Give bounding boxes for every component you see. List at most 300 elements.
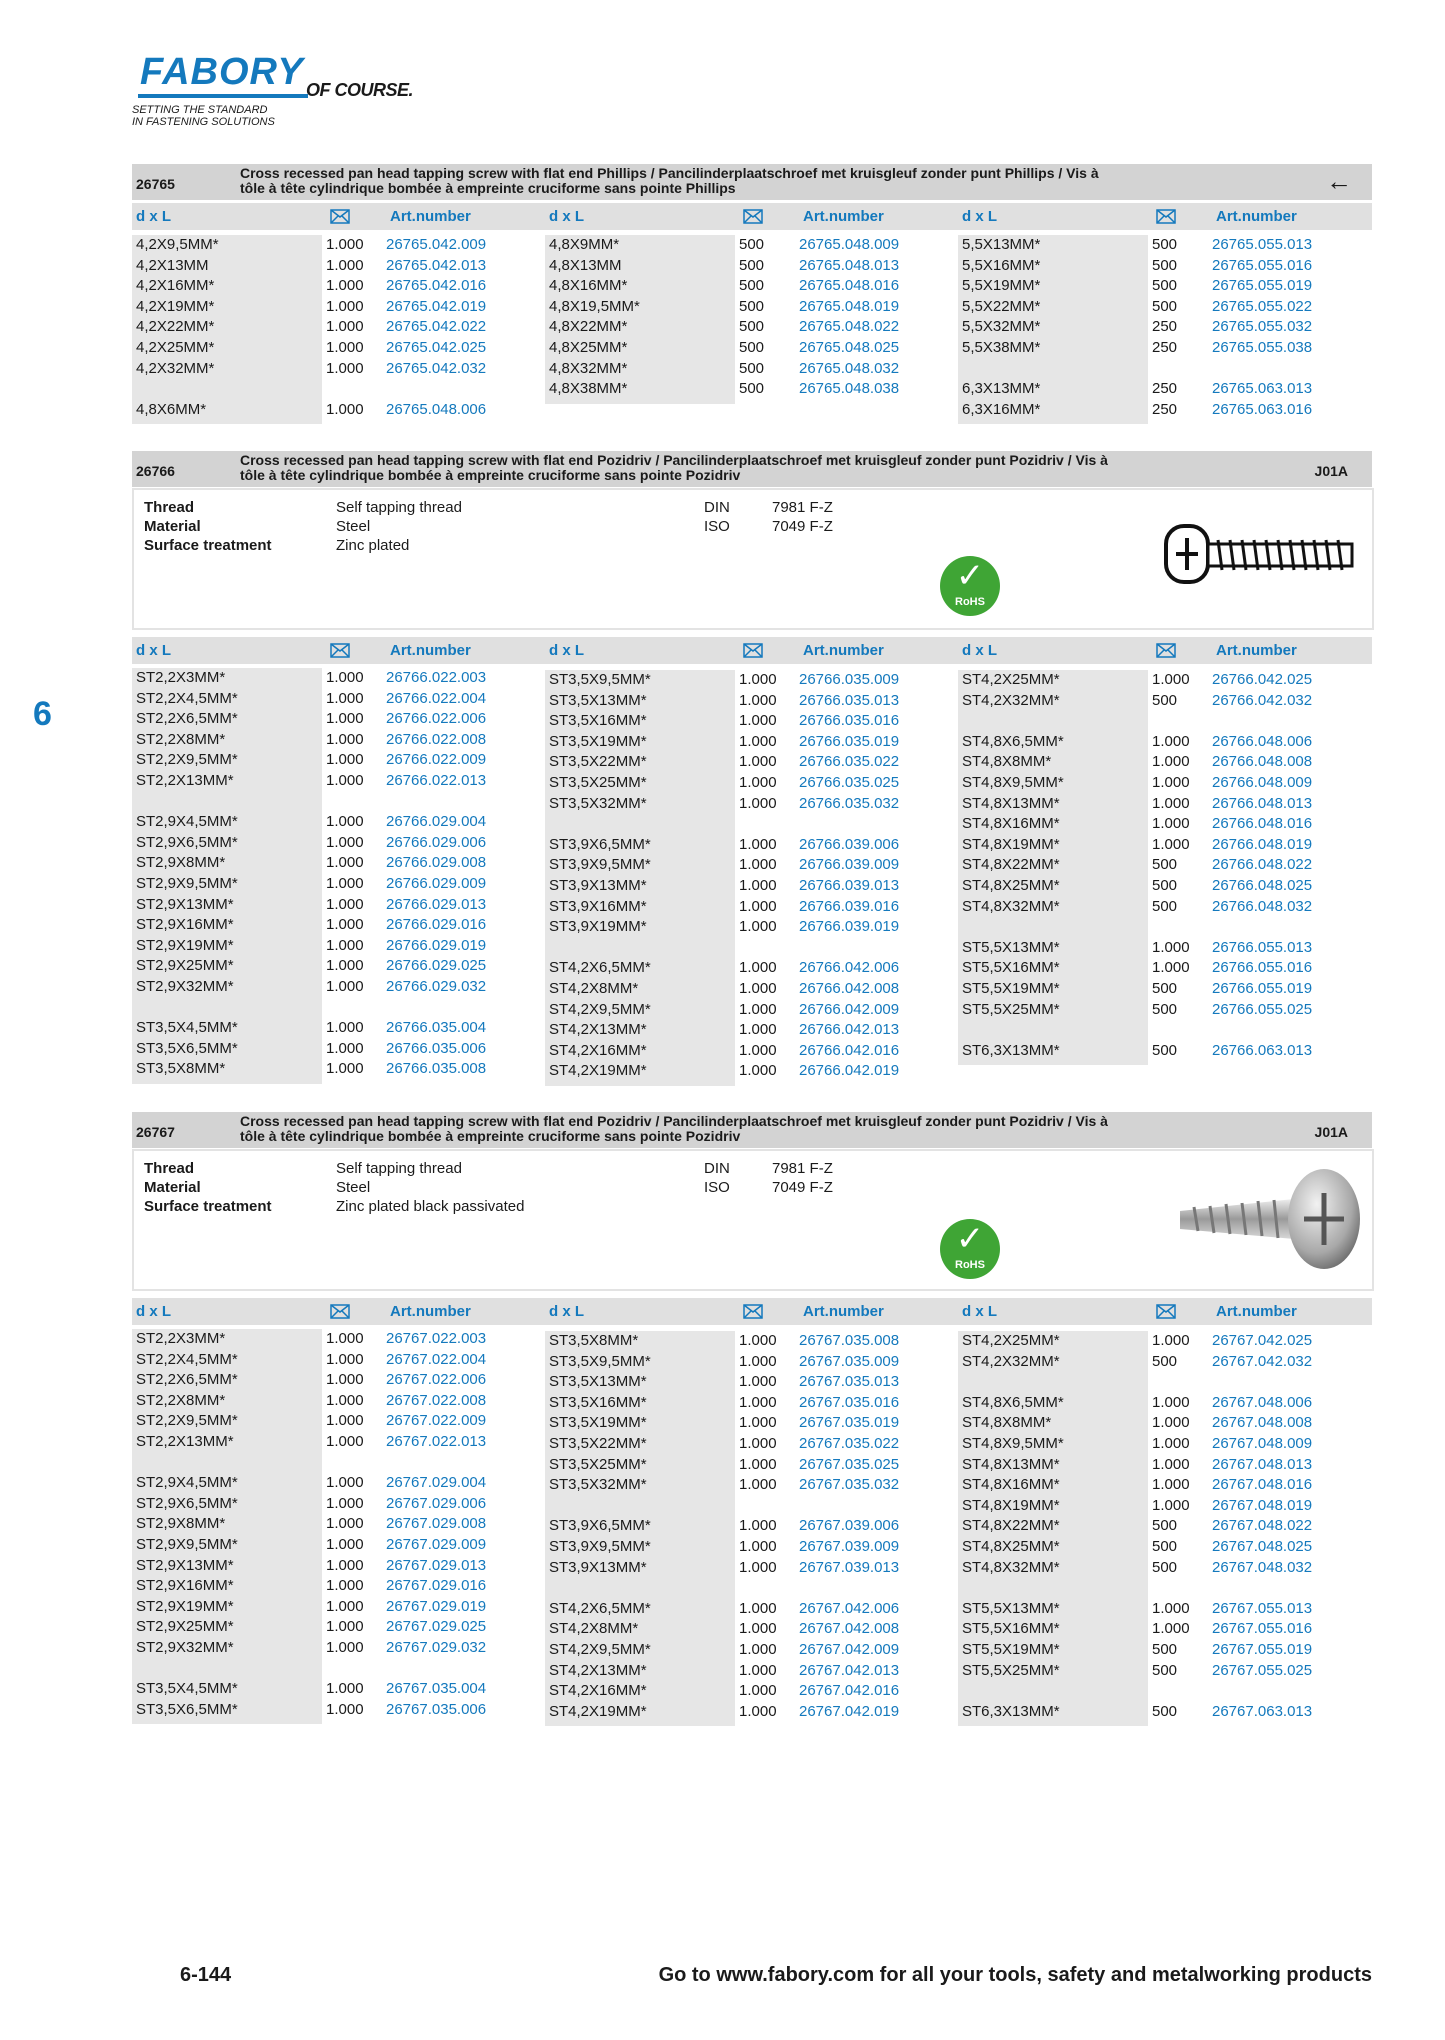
quantity-cell: 1.000 <box>739 774 777 791</box>
art-number-cell: 26767.029.032 <box>386 1639 487 1656</box>
size-cell: ST4,2X13MM* <box>549 1662 647 1679</box>
art-number-cell: 26765.042.032 <box>386 360 487 377</box>
art-number-cell: 26765.048.016 <box>799 277 900 294</box>
art-number-cell: 26767.042.032 <box>1212 1353 1313 1370</box>
quantity-cell: 1.000 <box>739 733 777 750</box>
art-number-cell: 26767.042.013 <box>799 1662 900 1679</box>
quantity-cell: 500 <box>1152 1001 1178 1018</box>
size-cell: ST3,5X13MM* <box>549 1373 647 1390</box>
quantity-cell: 1.000 <box>326 834 364 851</box>
rohs-badge-icon: ✓ RoHS <box>940 556 1000 616</box>
quantity-cell: 1.000 <box>739 980 777 997</box>
table-row <box>958 670 1366 690</box>
quantity-cell: 500 <box>739 277 765 294</box>
quantity-cell: 1.000 <box>1152 959 1190 976</box>
size-cell: 4,2X19MM* <box>136 298 215 315</box>
size-cell: ST4,2X25MM* <box>962 1332 1060 1349</box>
table-row <box>958 691 1366 711</box>
quantity-cell: 500 <box>739 339 765 356</box>
size-cell: 4,8X32MM* <box>549 360 628 377</box>
art-number-cell: 26767.063.013 <box>1212 1703 1313 1720</box>
quantity-cell: 1.000 <box>326 751 364 768</box>
quantity-cell: 1.000 <box>326 978 364 995</box>
table-row <box>132 689 540 709</box>
column-header-size: d x L <box>136 1303 172 1320</box>
quantity-cell: 1.000 <box>739 898 777 915</box>
art-number-cell: 26767.039.009 <box>799 1538 900 1555</box>
art-number-cell: 26767.055.016 <box>1212 1620 1313 1637</box>
quantity-cell: 1.000 <box>1152 1394 1190 1411</box>
art-number-cell: 26765.048.006 <box>386 401 487 418</box>
section-code: 26765 <box>136 176 175 192</box>
art-number-cell: 26767.039.013 <box>799 1559 900 1576</box>
section-header-26767 <box>132 1112 1372 1148</box>
quantity-cell: 1.000 <box>739 1435 777 1452</box>
size-cell: ST4,2X19MM* <box>549 1062 647 1079</box>
quantity-cell: 1.000 <box>326 277 364 294</box>
table-row <box>958 1352 1366 1372</box>
art-number-cell: 26766.055.013 <box>1212 939 1313 956</box>
quantity-cell: 500 <box>1152 980 1178 997</box>
rohs-badge-icon: ✓ RoHS <box>940 1219 1000 1279</box>
art-number-cell: 26766.048.008 <box>1212 753 1313 770</box>
table-row <box>958 256 1366 276</box>
table-row <box>958 1599 1366 1619</box>
size-cell: ST2,9X16MM* <box>136 1577 234 1594</box>
table-row <box>545 1661 953 1681</box>
quantity-cell: 1.000 <box>739 959 777 976</box>
quantity-cell: 1.000 <box>739 1620 777 1637</box>
quantity-cell: 1.000 <box>326 1392 364 1409</box>
size-cell: 5,5X32MM* <box>962 318 1041 335</box>
size-cell: ST4,8X22MM* <box>962 1517 1060 1534</box>
quantity-cell: 1.000 <box>326 1019 364 1036</box>
surface-label: Surface treatment <box>144 1198 272 1215</box>
art-number-cell: 26766.048.016 <box>1212 815 1313 832</box>
size-cell: ST5,5X16MM* <box>962 959 1060 976</box>
art-number-cell: 26766.022.008 <box>386 731 487 748</box>
table-row <box>545 1020 953 1040</box>
table-row <box>958 379 1366 399</box>
column-header-size: d x L <box>962 642 998 659</box>
table-row <box>958 1475 1366 1495</box>
size-cell: ST3,9X9,5MM* <box>549 1538 651 1555</box>
table-row <box>958 958 1366 978</box>
size-cell: ST5,5X25MM* <box>962 1001 1060 1018</box>
table-row <box>958 1558 1366 1578</box>
quantity-cell: 1.000 <box>739 836 777 853</box>
surface-value: Zinc plated black passivated <box>336 1198 525 1215</box>
table-row <box>958 732 1366 752</box>
quantity-cell: 500 <box>1152 1353 1178 1370</box>
quantity-cell: 1.000 <box>326 731 364 748</box>
quantity-cell: 500 <box>1152 1703 1178 1720</box>
table-row <box>132 359 540 379</box>
envelope-icon <box>330 209 350 224</box>
size-cell: ST3,9X13MM* <box>549 1559 647 1576</box>
quantity-cell: 500 <box>1152 856 1178 873</box>
table-row <box>132 956 540 976</box>
art-number-cell: 26766.048.025 <box>1212 877 1313 894</box>
table-row <box>132 1597 540 1617</box>
art-number-cell: 26766.048.006 <box>1212 733 1313 750</box>
art-number-cell: 26766.042.013 <box>799 1021 900 1038</box>
quantity-cell: 1.000 <box>1152 1600 1190 1617</box>
art-number-cell: 26766.042.008 <box>799 980 900 997</box>
size-cell: ST2,2X13MM* <box>136 1433 234 1450</box>
art-number-cell: 26767.035.022 <box>799 1435 900 1452</box>
size-cell: ST4,8X16MM* <box>962 815 1060 832</box>
size-cell: 4,8X16MM* <box>549 277 628 294</box>
art-number-cell: 26767.029.019 <box>386 1598 487 1615</box>
size-cell: ST3,9X16MM* <box>549 898 647 915</box>
size-cell: ST4,8X19MM* <box>962 1497 1060 1514</box>
quantity-cell: 500 <box>1152 1042 1178 1059</box>
logo-slogan: OF COURSE. <box>306 80 414 100</box>
thread-value: Self tapping thread <box>336 499 462 516</box>
size-cell: ST4,2X6,5MM* <box>549 1600 651 1617</box>
column-header-art-number: Art.number <box>803 1303 884 1320</box>
size-cell: 4,2X32MM* <box>136 360 215 377</box>
art-number-cell: 26766.029.009 <box>386 875 487 892</box>
size-cell: ST5,5X19MM* <box>962 980 1060 997</box>
size-cell: 5,5X19MM* <box>962 277 1041 294</box>
quantity-cell: 1.000 <box>326 1474 364 1491</box>
size-cell: 4,8X22MM* <box>549 318 628 335</box>
art-number-cell: 26766.035.025 <box>799 774 900 791</box>
column-header-art-number: Art.number <box>1216 642 1297 659</box>
section-reference: J01A <box>1314 463 1348 479</box>
size-cell: 6,3X13MM* <box>962 380 1041 397</box>
section-header-26766 <box>132 451 1372 487</box>
size-cell: ST3,5X9,5MM* <box>549 1353 651 1370</box>
quantity-cell: 1.000 <box>326 1701 364 1718</box>
table-row <box>132 297 540 317</box>
size-cell: ST4,8X19MM* <box>962 836 1060 853</box>
quantity-cell: 1.000 <box>739 1373 777 1390</box>
din-value: 7981 F-Z <box>772 1160 833 1177</box>
table-row <box>958 1702 1366 1722</box>
quantity-cell: 500 <box>1152 692 1178 709</box>
din-label: DIN <box>704 1160 730 1177</box>
size-cell: ST2,9X9,5MM* <box>136 875 238 892</box>
table-row <box>958 400 1366 420</box>
quantity-cell: 500 <box>739 318 765 335</box>
size-cell: ST3,5X25MM* <box>549 774 647 791</box>
table-row <box>132 276 540 296</box>
spec-box-26766 <box>132 488 1374 630</box>
size-cell: ST6,3X13MM* <box>962 1703 1060 1720</box>
art-number-cell: 26766.042.006 <box>799 959 900 976</box>
quantity-cell: 1.000 <box>1152 774 1190 791</box>
quantity-cell: 1.000 <box>1152 1476 1190 1493</box>
art-number-cell: 26765.042.016 <box>386 277 487 294</box>
table-row <box>545 1393 953 1413</box>
size-cell: ST3,5X9,5MM* <box>549 671 651 688</box>
table-row <box>132 874 540 894</box>
quantity-cell: 1.000 <box>739 1600 777 1617</box>
din-label: DIN <box>704 499 730 516</box>
quantity-cell: 1.000 <box>739 856 777 873</box>
art-number-cell: 26766.022.009 <box>386 751 487 768</box>
size-cell: ST3,5X19MM* <box>549 733 647 750</box>
quantity-cell: 1.000 <box>739 1662 777 1679</box>
quantity-cell: 1.000 <box>1152 1456 1190 1473</box>
table-row <box>958 297 1366 317</box>
quantity-cell: 1.000 <box>326 957 364 974</box>
art-number-cell: 26766.039.006 <box>799 836 900 853</box>
art-number-cell: 26765.048.032 <box>799 360 900 377</box>
quantity-cell: 1.000 <box>739 1001 777 1018</box>
size-cell: ST2,2X4,5MM* <box>136 1351 238 1368</box>
table-row <box>132 1411 540 1431</box>
art-number-cell: 26767.039.006 <box>799 1517 900 1534</box>
table-row <box>958 1619 1366 1639</box>
quantity-cell: 250 <box>1152 401 1178 418</box>
logo-tagline <box>132 104 332 128</box>
quantity-cell: 1.000 <box>1152 753 1190 770</box>
size-cell: ST4,2X25MM* <box>962 671 1060 688</box>
art-number-cell: 26766.029.006 <box>386 834 487 851</box>
quantity-cell: 500 <box>1152 236 1178 253</box>
column-header-size: d x L <box>136 208 172 225</box>
art-number-cell: 26767.048.022 <box>1212 1517 1313 1534</box>
size-cell: 4,8X13MM <box>549 257 622 274</box>
size-cell: ST3,5X8MM* <box>136 1060 226 1077</box>
column-header-art-number: Art.number <box>390 642 471 659</box>
table-row <box>132 1473 540 1493</box>
art-number-cell: 26766.029.032 <box>386 978 487 995</box>
art-number-cell: 26765.048.013 <box>799 257 900 274</box>
art-number-cell: 26767.022.006 <box>386 1371 487 1388</box>
art-number-cell: 26767.055.013 <box>1212 1600 1313 1617</box>
column-header-size: d x L <box>549 1303 585 1320</box>
size-cell: 4,2X22MM* <box>136 318 215 335</box>
table-row <box>958 897 1366 917</box>
size-cell: 4,2X9,5MM* <box>136 236 219 253</box>
logo-tagline-line-2: IN FASTENING SOLUTIONS <box>132 116 275 128</box>
quantity-cell: 1.000 <box>326 318 364 335</box>
quantity-cell: 500 <box>739 236 765 253</box>
table-row <box>132 400 540 420</box>
art-number-cell: 26766.035.004 <box>386 1019 487 1036</box>
size-cell: ST3,5X32MM* <box>549 795 647 812</box>
size-cell: ST6,3X13MM* <box>962 1042 1060 1059</box>
art-number-cell: 26765.063.016 <box>1212 401 1313 418</box>
footer-website-text: Go to www.fabory.com for all your tools, safety and metalworking products <box>658 1964 1372 1986</box>
art-number-cell: 26766.055.025 <box>1212 1001 1313 1018</box>
art-number-cell: 26765.042.025 <box>386 339 487 356</box>
section-title-line-1: Cross recessed pan head tapping screw with flat end Phillips / Pancilinderplaatschroef met kruisgleuf zonder punt Phillips / Vis à <box>240 165 1099 181</box>
table-row <box>958 773 1366 793</box>
quantity-cell: 1.000 <box>326 1557 364 1574</box>
table-row <box>545 1475 953 1495</box>
table-row <box>132 1329 540 1349</box>
quantity-cell: 1.000 <box>739 1703 777 1720</box>
size-cell: ST3,5X16MM* <box>549 1394 647 1411</box>
art-number-cell: 26767.048.008 <box>1212 1414 1313 1431</box>
column-header-bar <box>132 1298 1372 1325</box>
quantity-cell: 1.000 <box>1152 815 1190 832</box>
quantity-cell: 1.000 <box>326 1371 364 1388</box>
column-header-art-number: Art.number <box>390 1303 471 1320</box>
art-number-cell: 26765.048.022 <box>799 318 900 335</box>
size-cell: ST4,8X8MM* <box>962 753 1052 770</box>
quantity-cell: 1.000 <box>326 339 364 356</box>
quantity-cell: 1.000 <box>326 1639 364 1656</box>
table-row <box>545 855 953 875</box>
table-row <box>545 1352 953 1372</box>
size-cell: 4,8X9MM* <box>549 236 620 253</box>
size-cell: 4,8X25MM* <box>549 339 628 356</box>
spec-box-26767 <box>132 1149 1374 1291</box>
art-number-cell: 26766.035.006 <box>386 1040 487 1057</box>
art-number-cell: 26766.039.009 <box>799 856 900 873</box>
art-number-cell: 26766.035.016 <box>799 712 900 729</box>
size-cell: ST4,8X25MM* <box>962 1538 1060 1555</box>
size-cell: ST4,8X9,5MM* <box>962 774 1064 791</box>
art-number-cell: 26767.022.004 <box>386 1351 487 1368</box>
column-header-size: d x L <box>962 208 998 225</box>
art-number-cell: 26767.029.025 <box>386 1618 487 1635</box>
section-title-line-1: Cross recessed pan head tapping screw with flat end Pozidriv / Pancilinderplaatschroef met kruisgleuf zonder punt Pozidriv / Vis à <box>240 452 1108 468</box>
size-cell: ST3,5X6,5MM* <box>136 1040 238 1057</box>
size-cell: ST3,5X22MM* <box>549 1435 647 1452</box>
size-cell: ST5,5X19MM* <box>962 1641 1060 1658</box>
art-number-cell: 26767.055.025 <box>1212 1662 1313 1679</box>
section-title <box>240 166 1240 196</box>
quantity-cell: 1.000 <box>739 1641 777 1658</box>
quantity-cell: 1.000 <box>326 1351 364 1368</box>
art-number-cell: 26767.029.004 <box>386 1474 487 1491</box>
size-cell: ST4,2X9,5MM* <box>549 1001 651 1018</box>
art-number-cell: 26766.048.009 <box>1212 774 1313 791</box>
art-number-cell: 26766.029.013 <box>386 896 487 913</box>
table-row <box>545 835 953 855</box>
size-cell: ST4,8X25MM* <box>962 877 1060 894</box>
table-row <box>958 1000 1366 1020</box>
rohs-label: RoHS <box>955 596 985 608</box>
quantity-cell: 1.000 <box>739 1042 777 1059</box>
table-row <box>958 235 1366 255</box>
table-row <box>958 1537 1366 1557</box>
quantity-cell: 1.000 <box>326 854 364 871</box>
quantity-cell: 1.000 <box>739 918 777 935</box>
table-row <box>545 752 953 772</box>
table-row <box>958 1331 1366 1351</box>
quantity-cell: 1.000 <box>739 1353 777 1370</box>
table-row <box>958 1434 1366 1454</box>
quantity-cell: 1.000 <box>739 1682 777 1699</box>
table-row <box>132 668 540 688</box>
art-number-cell: 26767.048.009 <box>1212 1435 1313 1452</box>
size-cell: ST3,5X19MM* <box>549 1414 647 1431</box>
art-number-cell: 26767.035.009 <box>799 1353 900 1370</box>
size-cell: ST2,2X4,5MM* <box>136 690 238 707</box>
table-row <box>545 732 953 752</box>
table-row <box>545 1619 953 1639</box>
art-number-cell: 26766.029.016 <box>386 916 487 933</box>
art-number-cell: 26767.035.016 <box>799 1394 900 1411</box>
quantity-cell: 500 <box>1152 1641 1178 1658</box>
section-title <box>240 453 1240 483</box>
size-cell: 4,8X19,5MM* <box>549 298 640 315</box>
art-number-cell: 26767.035.013 <box>799 1373 900 1390</box>
table-row <box>545 1537 953 1557</box>
size-cell: ST3,5X16MM* <box>549 712 647 729</box>
size-cell: ST4,8X13MM* <box>962 795 1060 812</box>
size-cell: ST3,5X6,5MM* <box>136 1701 238 1718</box>
table-row <box>545 235 953 255</box>
art-number-cell: 26766.039.013 <box>799 877 900 894</box>
size-cell: ST2,2X8MM* <box>136 1392 226 1409</box>
art-number-cell: 26767.042.006 <box>799 1600 900 1617</box>
size-cell: ST2,9X16MM* <box>136 916 234 933</box>
size-cell: ST2,2X13MM* <box>136 772 234 789</box>
table-row <box>132 1535 540 1555</box>
envelope-icon <box>1156 1304 1176 1319</box>
art-number-cell: 26766.048.022 <box>1212 856 1313 873</box>
quantity-cell: 1.000 <box>739 795 777 812</box>
column-header-size: d x L <box>549 208 585 225</box>
table-row <box>545 379 953 399</box>
size-cell: ST2,9X13MM* <box>136 896 234 913</box>
iso-label: ISO <box>704 1179 730 1196</box>
quantity-cell: 1.000 <box>739 1021 777 1038</box>
table-row <box>132 750 540 770</box>
table-row <box>132 833 540 853</box>
table-row <box>958 1393 1366 1413</box>
table-row <box>958 876 1366 896</box>
size-cell: ST2,9X25MM* <box>136 957 234 974</box>
art-number-cell: 26767.022.009 <box>386 1412 487 1429</box>
quantity-cell: 1.000 <box>326 1040 364 1057</box>
quantity-cell: 1.000 <box>739 1559 777 1576</box>
logo-underline <box>138 94 308 98</box>
quantity-cell: 1.000 <box>326 710 364 727</box>
quantity-cell: 1.000 <box>739 712 777 729</box>
envelope-icon <box>330 643 350 658</box>
table-row <box>545 897 953 917</box>
art-number-cell: 26767.029.009 <box>386 1536 487 1553</box>
din-value: 7981 F-Z <box>772 499 833 516</box>
table-row <box>545 958 953 978</box>
size-cell: 4,2X13MM <box>136 257 209 274</box>
table-row <box>132 1391 540 1411</box>
quantity-cell: 1.000 <box>326 1598 364 1615</box>
table-row <box>958 1496 1366 1516</box>
quantity-cell: 1.000 <box>326 690 364 707</box>
size-cell: ST4,8X13MM* <box>962 1456 1060 1473</box>
size-cell: ST2,9X32MM* <box>136 978 234 995</box>
arrow-left-icon: ← <box>1326 166 1352 196</box>
size-cell: ST3,5X4,5MM* <box>136 1019 238 1036</box>
quantity-cell: 1.000 <box>739 1538 777 1555</box>
size-cell: 4,2X16MM* <box>136 277 215 294</box>
iso-value: 7049 F-Z <box>772 518 833 535</box>
size-cell: ST4,2X32MM* <box>962 692 1060 709</box>
size-cell: ST2,9X8MM* <box>136 1515 226 1532</box>
art-number-cell: 26766.035.013 <box>799 692 900 709</box>
size-cell: ST4,2X13MM* <box>549 1021 647 1038</box>
quantity-cell: 1.000 <box>1152 836 1190 853</box>
quantity-cell: 1.000 <box>1152 1414 1190 1431</box>
art-number-cell: 26767.035.008 <box>799 1332 900 1349</box>
quantity-cell: 1.000 <box>326 1536 364 1553</box>
table-row <box>132 1350 540 1370</box>
table-row <box>132 1638 540 1658</box>
column-header-art-number: Art.number <box>1216 208 1297 225</box>
